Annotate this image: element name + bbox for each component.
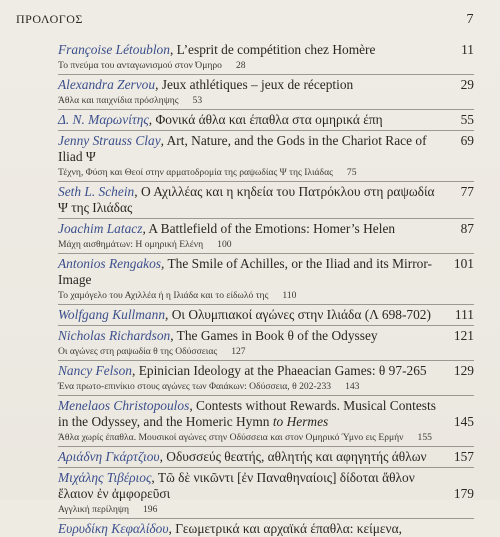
entry-greek-abstract xyxy=(58,166,474,179)
entry-heading xyxy=(58,521,474,537)
abstract-title: Άθλα χωρίς έπαθλα. Μουσικοί αγώνες στην Οδύσσεια και στον Ομηρικό Ύμνο εις Ερμήν xyxy=(58,432,404,443)
abstract-page-number: 28 xyxy=(235,60,246,71)
abstract-page-number: 127 xyxy=(231,346,246,357)
entry-heading xyxy=(58,398,474,430)
entry-author: Antonios Rengakos xyxy=(58,256,162,271)
entry-heading xyxy=(58,363,474,379)
entry-heading xyxy=(58,184,474,216)
divider-rule xyxy=(58,74,474,75)
entry-author: Joachim Latacz xyxy=(58,221,143,236)
abstract-title: Το πνεύμα του ανταγωνισμού στον Όμηρο xyxy=(58,60,222,71)
toc-entry xyxy=(58,470,474,516)
running-title: ΠΡΟΛΟΓΟΣ xyxy=(16,12,83,26)
entry-title: , Οι Ολυμπιακοί αγώνες στην Ιλιάδα (Λ 698-702) xyxy=(165,307,431,322)
abstract-page-number: 143 xyxy=(345,381,360,392)
entry-greek-abstract xyxy=(58,289,474,302)
entry-author: Alexandra Zervou xyxy=(58,77,156,92)
entry-heading xyxy=(58,133,474,165)
entry-page-number: 101 xyxy=(453,256,474,271)
entry-heading xyxy=(58,112,474,128)
entry-heading xyxy=(58,328,474,344)
entry-author: Menelaos Christopoulos xyxy=(58,398,190,413)
entry-page-number: 87 xyxy=(460,221,474,236)
toc-entry xyxy=(58,256,474,302)
entry-heading xyxy=(58,449,474,465)
entry-author: Wolfgang Kullmann xyxy=(58,307,166,322)
divider-rule xyxy=(58,395,474,396)
entry-page-number: 69 xyxy=(460,133,474,148)
entry-author: Ευρυδίκη Κεφαλίδου xyxy=(58,521,169,536)
divider-rule xyxy=(58,181,474,182)
toc-entry xyxy=(58,221,474,251)
entry-author: Δ. Ν. Μαρωνίτης xyxy=(58,112,149,127)
abstract-page-number: 110 xyxy=(282,290,297,301)
entry-heading xyxy=(58,77,474,93)
entry-title: , The Smile of Achilles, or the Iliad and its Mirror-Image xyxy=(58,256,432,287)
divider-rule xyxy=(58,130,474,131)
entry-page-number: 129 xyxy=(453,363,474,378)
abstract-title: Μάχη αισθημάτων: Η ομηρική Ελένη xyxy=(58,239,204,250)
entry-title: , L’esprit de compétition chez Homère xyxy=(169,42,376,57)
toc-entry xyxy=(58,398,474,444)
entry-title: , Ο Αχιλλέας και η κηδεία του Πατρόκλου στη ραψωδία Ψ της Ιλιάδας xyxy=(58,184,435,215)
entry-page-number: 121 xyxy=(453,328,474,343)
entry-title: , Art, Nature, and the Gods in the Chariot Race of Iliad Ψ xyxy=(58,133,427,164)
entry-greek-abstract xyxy=(58,503,474,516)
entry-greek-abstract xyxy=(58,345,474,358)
entry-author: Françoise Létoublon xyxy=(58,42,170,57)
divider-rule xyxy=(58,218,474,219)
toc-entry xyxy=(58,77,474,107)
entry-page-number: 179 xyxy=(453,486,474,501)
entry-greek-abstract xyxy=(58,94,474,107)
divider-rule xyxy=(58,446,474,447)
toc-entry xyxy=(58,449,474,465)
entry-title: , Contests without Rewards. Musical Contests in the Odyssey, and the Homeric Hymn xyxy=(58,398,436,429)
entry-page-number: 55 xyxy=(460,112,474,127)
entry-title: , Γεωμετρικά και αρχαϊκά έπαθλα: κείμενα, xyxy=(168,521,402,536)
entry-title: , Οδυσσεύς θεατής, αθλητής και αφηγητής άθλων xyxy=(159,449,427,464)
abstract-title: Τέχνη, Φύση και Θεοί στην αρματοδρομία της ραψωδίας Ψ της Ιλιάδας xyxy=(58,167,333,178)
abstract-title: Άθλα και παιχνίδια πρόσληψης xyxy=(58,95,179,106)
entry-title: , Epinician Ideology at the Phaeacian Games: θ 97-265 xyxy=(132,363,427,378)
entry-page-number: 77 xyxy=(460,184,474,199)
entry-page-number: 11 xyxy=(461,42,474,57)
toc-entry xyxy=(58,307,474,323)
entry-title: , The Games in Book θ of the Odyssey xyxy=(170,328,378,343)
entry-title: , Jeux athlétiques – jeux de réception xyxy=(155,77,354,92)
entry-author: Nicholas Richardson xyxy=(58,328,171,343)
abstract-page-number: 155 xyxy=(417,432,432,443)
toc-entry xyxy=(58,184,474,216)
entry-heading xyxy=(58,42,474,58)
entry-page-number: 111 xyxy=(454,307,474,322)
toc-entry xyxy=(58,521,474,537)
entry-author: Μιχάλης Τιβέριος xyxy=(58,470,152,485)
divider-rule xyxy=(58,467,474,468)
table-of-contents xyxy=(58,42,474,537)
divider-rule xyxy=(58,360,474,361)
entry-greek-abstract xyxy=(58,380,474,393)
entry-author: Αριάδνη Γκάρτζιου xyxy=(58,449,160,464)
entry-greek-abstract xyxy=(58,238,474,251)
toc-entry xyxy=(58,42,474,72)
entry-heading xyxy=(58,307,474,323)
abstract-page-number: 75 xyxy=(346,167,357,178)
entry-author: Nancy Felson xyxy=(58,363,133,378)
entry-title: , A Battlefield of the Emotions: Homer’s Helen xyxy=(142,221,396,236)
entry-greek-abstract xyxy=(58,431,474,444)
entry-title: , Τῶ δὲ νικῶντι [ἐν Παναθηναίοις] δίδοται ἄθλον ἔλαιον ἐν ἀμφορεῦσι xyxy=(58,470,415,501)
abstract-title: Ένα πρωτο-επινίκιο στους αγώνες των Φαιάκων: Οδύσσεια, θ 202-233 xyxy=(58,381,332,392)
entry-page-number: 145 xyxy=(453,414,474,429)
entry-author: Jenny Strauss Clay xyxy=(58,133,161,148)
entry-heading xyxy=(58,470,474,502)
abstract-page-number: 196 xyxy=(142,504,158,515)
page-header xyxy=(16,12,474,28)
entry-author: Seth L. Schein xyxy=(58,184,135,199)
entry-page-number: 29 xyxy=(460,77,474,92)
toc-entry xyxy=(58,133,474,179)
entry-page-number: 157 xyxy=(453,449,474,464)
toc-entry xyxy=(58,363,474,393)
divider-rule xyxy=(58,109,474,110)
toc-entry xyxy=(58,112,474,128)
abstract-title: Οι αγώνες στη ραψωδία θ της Οδύσσειας xyxy=(58,346,218,357)
abstract-title: Το χαμόγελο του Αχιλλέα ή η Ιλιάδα και το είδωλό της xyxy=(58,290,269,301)
toc-entry xyxy=(58,328,474,358)
abstract-page-number: 53 xyxy=(192,95,203,106)
abstract-page-number: 100 xyxy=(217,239,232,250)
entry-title: , Φονικά άθλα και έπαθλα στα ομηρικά έπη xyxy=(148,112,383,127)
entry-greek-abstract xyxy=(58,59,474,72)
divider-rule xyxy=(58,518,474,519)
divider-rule xyxy=(58,304,474,305)
entry-heading xyxy=(58,221,474,237)
abstract-title: Αγγλική περίληψη xyxy=(58,504,129,515)
page-number: 7 xyxy=(466,12,474,27)
entry-title-italic: to Hermes xyxy=(272,414,329,429)
entry-heading xyxy=(58,256,474,288)
divider-rule xyxy=(58,325,474,326)
divider-rule xyxy=(58,253,474,254)
